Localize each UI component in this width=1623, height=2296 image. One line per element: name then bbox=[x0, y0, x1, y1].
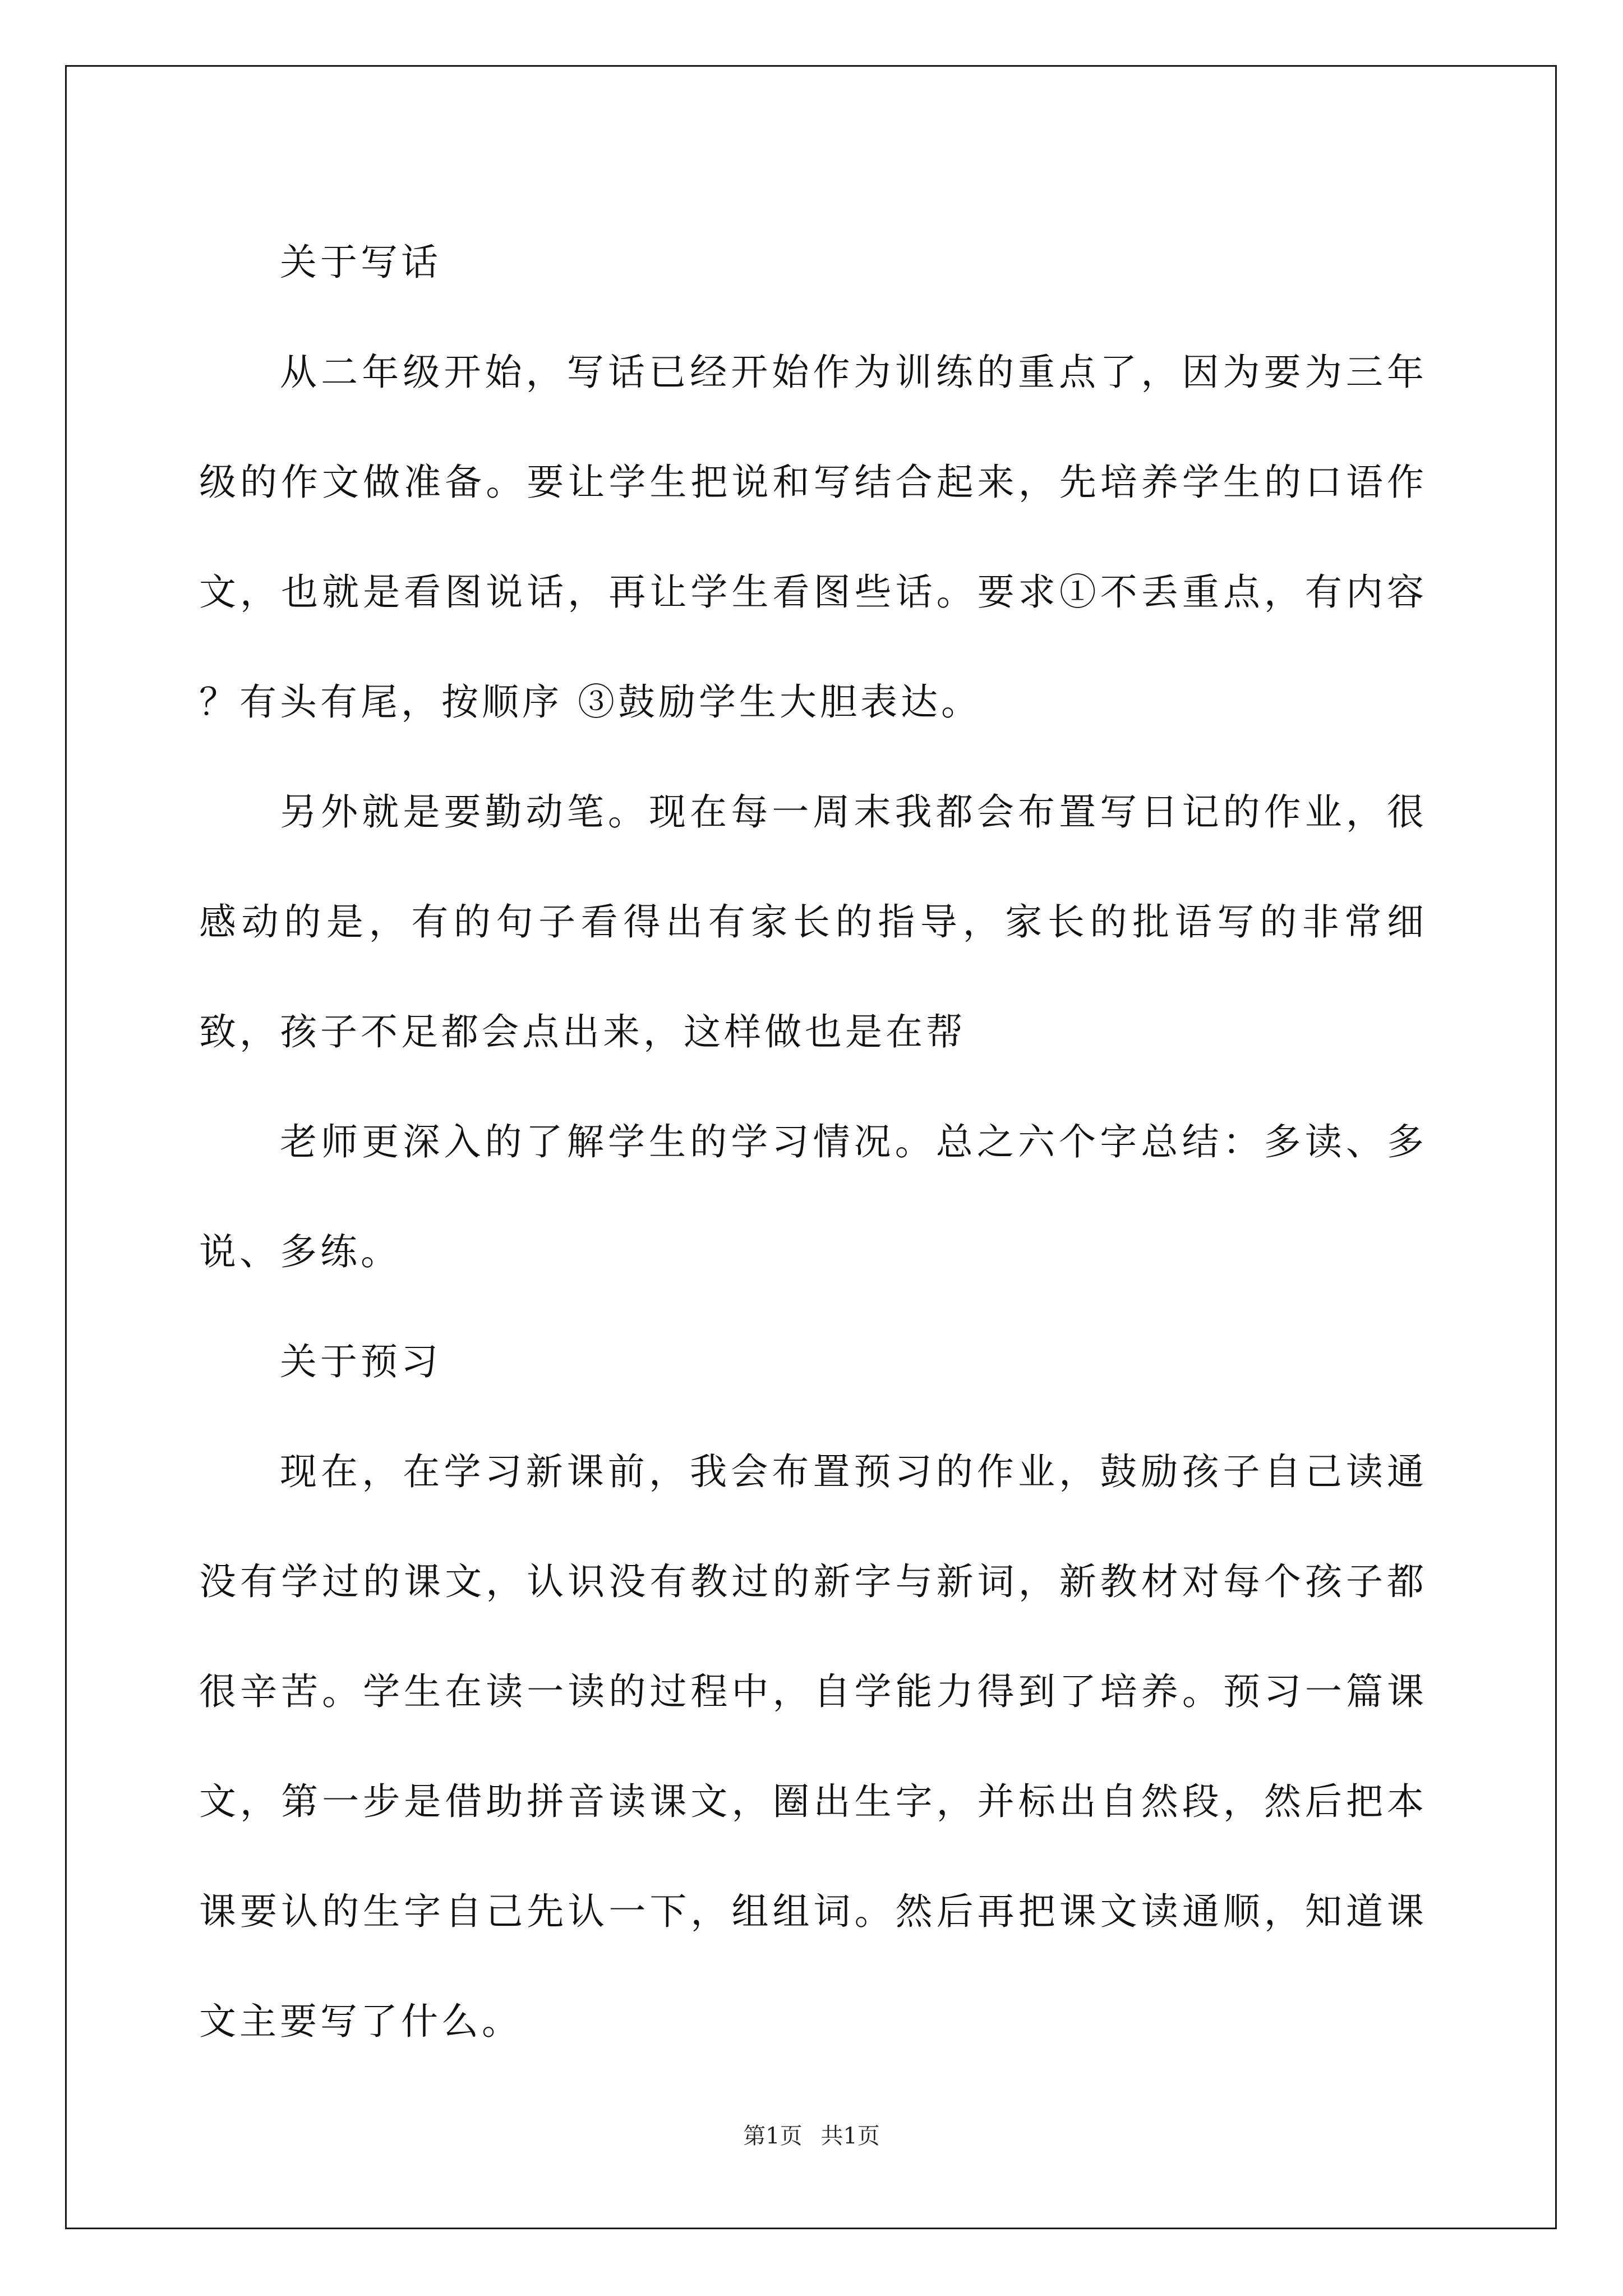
page-number: 第1页 bbox=[743, 2123, 803, 2149]
paragraph-diary: 另外就是要勤动笔。现在每一周末我都会布置写日记的作业，很感动的是，有的句子看得出有家长的指导，家长的批语写的非常细致，孩子不足都会点出来，这样做也是在帮 bbox=[199, 790, 1427, 1053]
paragraph-writing-practice: 从二年级开始，写话已经开始作为训练的重点了，因为要为三年级的作文做准备。要让学生把说和写结合起来，先培养学生的口语作文，也就是看图说话，再让学生看图些话。要求①不丢重点，有内容 ？有头有尾，按顺序 ③鼓励学生大胆表达。 bbox=[199, 351, 1427, 724]
page-total: 共1页 bbox=[820, 2123, 880, 2149]
page-footer bbox=[0, 2118, 1623, 2150]
heading-writing: 关于写话 bbox=[280, 241, 441, 284]
heading-preview: 关于预习 bbox=[280, 1340, 441, 1383]
paragraph-preview: 现在，在学习新课前，我会布置预习的作业，鼓励孩子自己读通没有学过的课文，认识没有教过的新字与新词，新教材对每个孩子都很辛苦。学生在读一读的过程中，自学能力得到了培养。预习一篇课文，第一步是借助拼音读课文，圈出生字，并标出自然段，然后把本课要认的生字自己先认一下，组组词。然后再把课文读通顺，知道课文主要写了什么。 bbox=[199, 1450, 1427, 2043]
paragraph-summary: 老师更深入的了解学生的学习情况。总之六个字总结：多读、多说、多练。 bbox=[199, 1120, 1427, 1273]
document-body bbox=[199, 208, 1427, 2077]
